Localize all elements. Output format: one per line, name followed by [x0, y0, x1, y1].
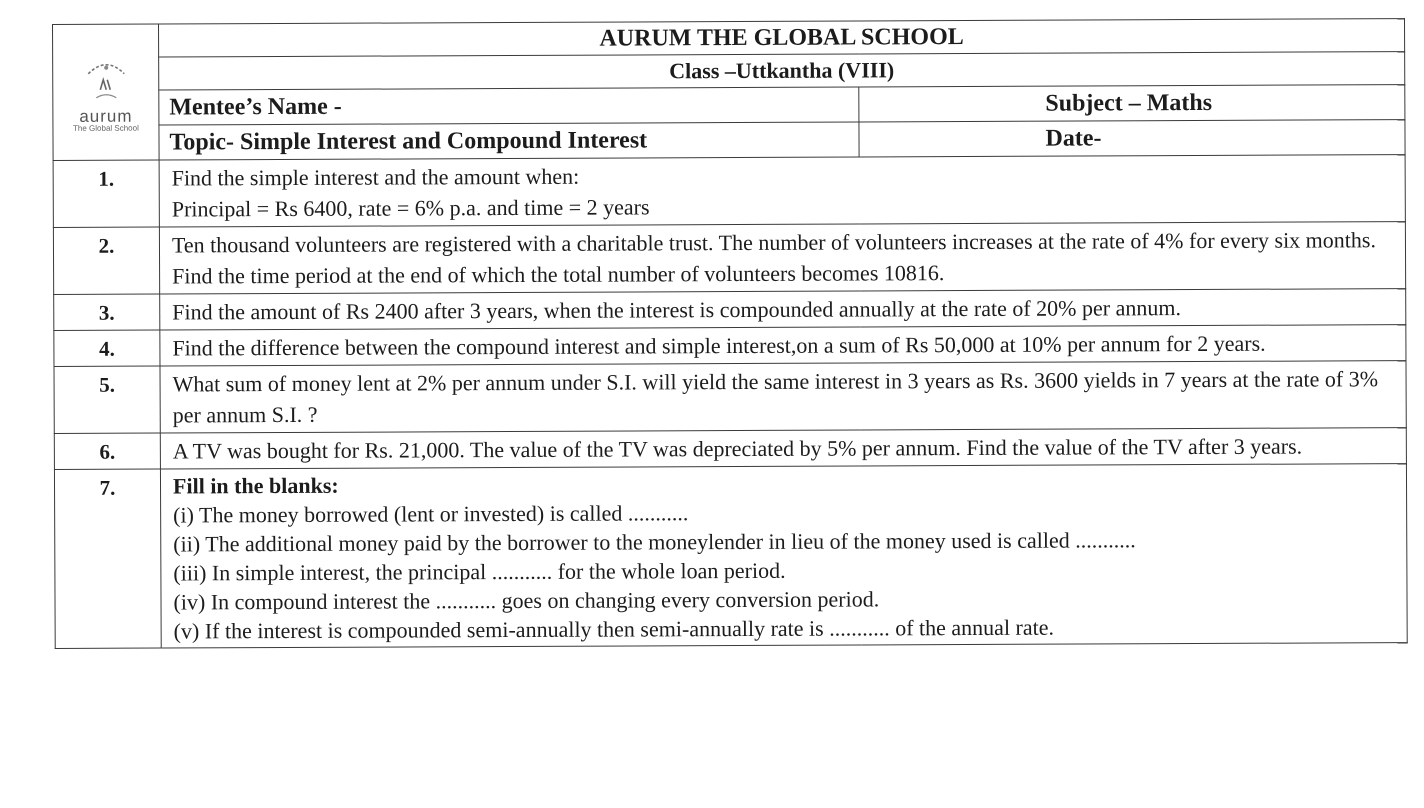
- question-row-6: [54, 428, 1406, 470]
- question-text: Ten thousand volunteers are registered with a charitable trust. The number of volunteers increases at the rate of 4% for every six months. Find the time period at the end of which the total number of volunteers becomes 10816.: [159, 222, 1405, 294]
- blank-item: (iv) In compound interest the ........... goes on changing every conversion period.: [173, 586, 880, 615]
- fill-in-blanks-title: Fill in the blanks:: [172, 472, 339, 499]
- subject-label: Subject – Maths: [859, 85, 1405, 122]
- question-number: 7.: [54, 469, 161, 648]
- worksheet-table: [52, 18, 1408, 649]
- question-row-2: [53, 222, 1405, 295]
- question-line: Find the simple interest and the amount when:: [171, 163, 580, 191]
- question-row-4: [54, 325, 1406, 367]
- logo-wordmark: aurum: [79, 106, 133, 126]
- question-number: 1.: [53, 160, 159, 227]
- topic-label: Topic- Simple Interest and Compound Interest: [159, 122, 859, 160]
- question-row-7: [54, 464, 1407, 649]
- logo-tagline: The Global School: [73, 123, 139, 133]
- question-line: Principal = Rs 6400, rate = 6% p.a. and time = 2 years: [171, 194, 650, 222]
- blank-item: (v) If the interest is compounded semi-annually then semi-annually rate is ........... of the annual rate.: [173, 614, 1055, 644]
- school-emblem-icon: [76, 51, 136, 107]
- question-text: Find the difference between the compound interest and simple interest,on a sum of Rs 50,000 at 10% per annum for 2 years.: [160, 325, 1406, 366]
- school-name: AURUM THE GLOBAL SCHOOL: [159, 19, 1405, 57]
- question-row-5: [54, 361, 1406, 434]
- question-row-1: [53, 155, 1405, 228]
- mentee-row: [53, 85, 1405, 126]
- fill-in-blanks: [160, 464, 1407, 648]
- question-number: 6.: [54, 433, 160, 469]
- question-text: What sum of money lent at 2% per annum under S.I. will yield the same interest in 3 years as Rs. 3600 yields in 7 years at the rate of 3% per annum S.I. ?: [160, 361, 1406, 433]
- date-label: Date-: [859, 120, 1405, 157]
- question-text: [159, 155, 1405, 227]
- blank-item: (i) The money borrowed (lent or invested) is called ...........: [173, 500, 689, 528]
- school-logo-cell: [53, 24, 160, 160]
- question-number: 3.: [54, 294, 160, 330]
- blank-item: (iii) In simple interest, the principal ........... for the whole loan period.: [173, 557, 786, 586]
- class-label: Class –Uttkantha (VIII): [159, 52, 1405, 90]
- question-text: A TV was bought for Rs. 21,000. The value of the TV was depreciated by 5% per annum. Find the value of the TV after 3 years.: [160, 428, 1406, 469]
- question-number: 5.: [54, 366, 160, 433]
- topic-row: [53, 120, 1405, 161]
- question-number: 2.: [53, 227, 159, 294]
- question-text: Find the amount of Rs 2400 after 3 years, when the interest is compounded annually at the rate of 20% per annum.: [160, 289, 1406, 330]
- question-number: 4.: [54, 330, 160, 366]
- question-row-3: [54, 289, 1406, 331]
- blank-item: (ii) The additional money paid by the borrower to the moneylender in lieu of the money used is called ...........: [173, 527, 1136, 557]
- school-logo: [53, 27, 159, 157]
- mentee-name-label: Mentee’s Name -: [159, 87, 859, 125]
